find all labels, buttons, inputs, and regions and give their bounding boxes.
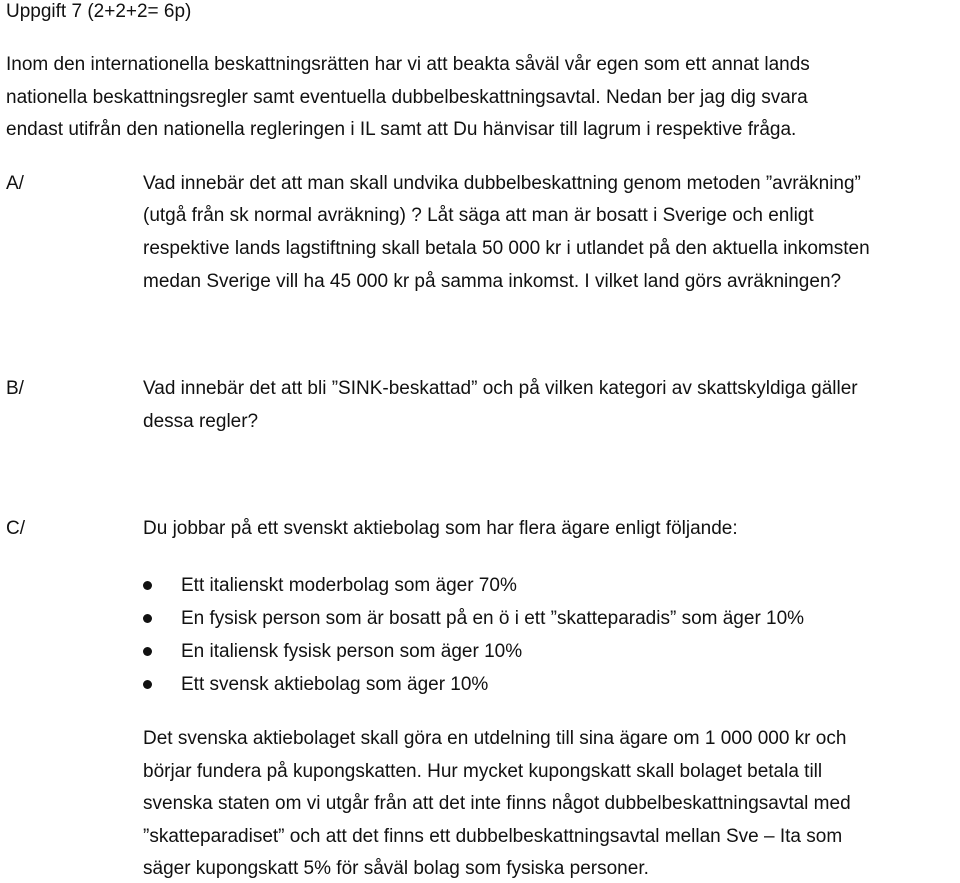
question-b-line-1: Vad innebär det att bli ”SINK-beskattad” och på vilken kategori av skattskyldiga gäller: [143, 378, 858, 399]
list-item: [143, 669, 804, 702]
bullet-icon: [143, 647, 152, 656]
question-a-line-2: (utgå från sk normal avräkning) ? Låt säga att man är bosatt i Sverige och enligt: [143, 205, 814, 226]
question-c-intro: Du jobbar på ett svenskt aktiebolag som har flera ägare enligt följande:: [143, 518, 738, 539]
list-item-text: En italiensk fysisk person som äger 10%: [181, 641, 523, 662]
question-c-line-3: svenska staten om vi utgår från att det inte finns något dubbelbeskattningsavtal med: [143, 793, 851, 814]
question-a-label: A/: [6, 173, 24, 194]
question-b-line-2: dessa regler?: [143, 411, 259, 432]
list-item-text: Ett italienskt moderbolag som äger 70%: [181, 575, 517, 596]
owner-list: [143, 570, 804, 702]
intro-line-1: Inom den internationella beskattningsrätten har vi att beakta såväl vår egen som ett annat lands: [6, 54, 810, 75]
question-a-line-1: Vad innebär det att man skall undvika dubbelbeskattning genom metoden ”avräkning”: [143, 173, 861, 194]
list-item-text: En fysisk person som är bosatt på en ö i ett ”skatteparadis” som äger 10%: [181, 608, 805, 629]
intro-line-2: nationella beskattningsregler samt eventuella dubbelbeskattningsavtal. Nedan ber jag dig svara: [6, 87, 808, 108]
list-item-text: Ett svensk aktiebolag som äger 10%: [181, 674, 489, 695]
question-c-line-2: börjar fundera på kupongskatten. Hur mycket kupongskatt skall bolaget betala till: [143, 761, 823, 782]
question-a-line-3: respektive lands lagstiftning skall betala 50 000 kr i utlandet på den aktuella inkomsten: [143, 238, 870, 259]
page-title: Uppgift 7 (2+2+2= 6p): [6, 1, 192, 22]
intro-line-3: endast utifrån den nationella regleringen i IL samt att Du hänvisar till lagrum i respektive fråga.: [6, 119, 797, 140]
question-b-label: B/: [6, 378, 24, 399]
bullet-icon: [143, 581, 152, 590]
list-item: [143, 636, 804, 669]
bullet-icon: [143, 614, 152, 623]
question-c-line-4: ”skatteparadiset” och att det finns ett dubbelbeskattningsavtal mellan Sve – Ita som: [143, 826, 843, 847]
list-item: [143, 570, 804, 603]
question-c-line-1: Det svenska aktiebolaget skall göra en utdelning till sina ägare om 1 000 000 kr och: [143, 728, 847, 749]
list-item: [143, 603, 804, 636]
question-c-label: C/: [6, 518, 25, 539]
question-c-line-5: säger kupongskatt 5% för såväl bolag som fysiska personer.: [143, 858, 649, 879]
question-a-line-4: medan Sverige vill ha 45 000 kr på samma inkomst. I vilket land görs avräkningen?: [143, 271, 842, 292]
bullet-icon: [143, 680, 152, 689]
